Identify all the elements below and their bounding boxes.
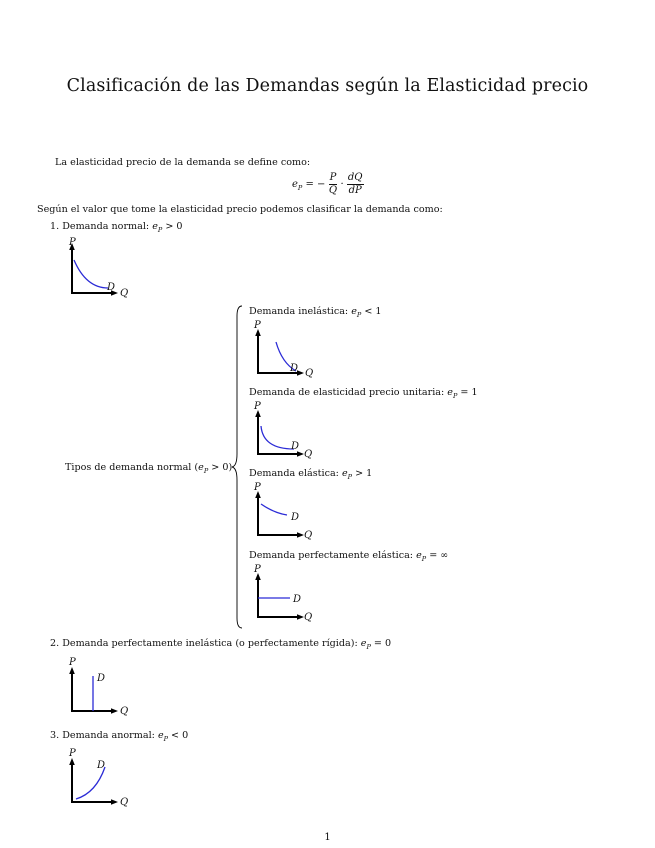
subtype-perfectly-elastic: Demanda perfectamente elástica: $e_P$ = ∞ (249, 550, 449, 563)
intro-text: La elasticidad precio de la demanda se define como: (55, 157, 311, 168)
graph-elastic (246, 480, 326, 544)
svg-text:Q: Q (305, 368, 314, 379)
page-number: 1 (324, 832, 331, 843)
graph-perfectly-elastic (246, 562, 326, 626)
svg-text:D: D (290, 363, 299, 374)
formula-dot: · (340, 179, 344, 190)
graph-unitary (246, 399, 326, 463)
graph-abnormal-demand (60, 745, 140, 809)
svg-text:Q: Q (304, 530, 313, 541)
svg-text:D: D (97, 760, 106, 771)
page-title: Clasificación de las Demandas según la Elasticidad precio (66, 76, 589, 96)
formula-lhs-sub: P (297, 184, 303, 192)
graph-normal-demand (60, 236, 140, 300)
svg-text:Q: Q (120, 797, 129, 808)
lead-text: Según el valor que tome la elasticidad precio podemos clasificar la demanda como: (37, 204, 443, 215)
svg-text:D: D (291, 512, 300, 523)
svg-text:Q: Q (304, 612, 313, 623)
list-item-3: 3. Demanda anormal: $e_P < 0$ (50, 730, 189, 743)
curly-brace (230, 304, 246, 630)
subtype-unitary: Demanda de elasticidad precio unitaria: $e_P = 1$ (249, 387, 478, 400)
svg-text:P: P (69, 748, 76, 759)
curve-label: D (107, 282, 116, 293)
svg-text:P: P (254, 401, 261, 412)
y-axis-label: P (69, 237, 76, 248)
formula-eq: = − (302, 179, 326, 190)
x-axis-label: Q (120, 288, 129, 299)
svg-text:P: P (69, 657, 76, 668)
svg-text:P: P (254, 320, 261, 331)
formula-lhs: e (292, 179, 298, 190)
subtype-elastic: Demanda elástica: $e_P > 1$ (249, 468, 373, 481)
formula-frac1: $\frac{P}{Q}$ (328, 172, 338, 196)
svg-text:D: D (97, 673, 106, 684)
demand-curve (261, 426, 294, 449)
demand-curve (261, 504, 287, 515)
demand-curve (76, 767, 105, 799)
formula-frac2: $\frac{dQ}{dP}$ (347, 172, 363, 196)
types-label: Tipos de demanda normal $(e_P > 0)$ (65, 462, 233, 475)
elasticity-formula (292, 173, 364, 196)
list-item-2: 2. Demanda perfectamente inelástica (o perfectamente rígida): $e_P = 0$ (50, 638, 392, 651)
subtype-inelastic: Demanda inelástica: $e_P < 1$ (249, 306, 382, 319)
svg-text:Q: Q (304, 449, 313, 460)
graph-perfectly-inelastic (60, 654, 140, 718)
svg-text:P: P (254, 564, 261, 575)
svg-text:Q: Q (120, 706, 129, 717)
svg-text:D: D (291, 441, 300, 452)
demand-curve (74, 260, 108, 288)
graph-inelastic (246, 318, 326, 382)
svg-text:P: P (254, 482, 261, 493)
list-item-1: 1. Demanda normal: $e_P > 0$ (50, 221, 183, 234)
svg-text:D: D (293, 594, 302, 605)
